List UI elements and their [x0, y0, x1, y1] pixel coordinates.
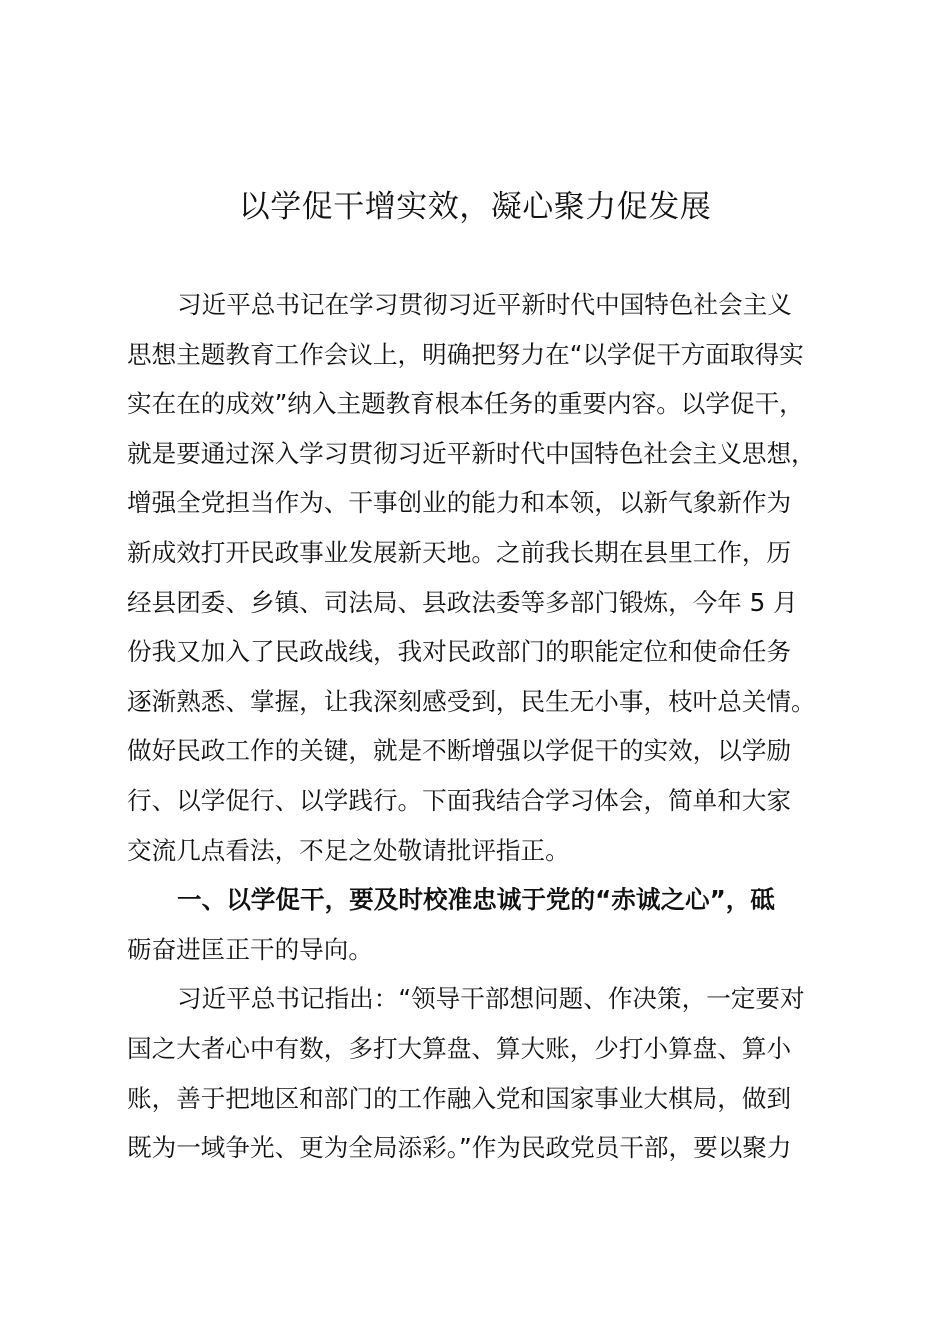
text-line: 国之大者心中有数，多打大算盘、算大账，少打小算盘、算小 — [127, 1033, 792, 1063]
text-line: 交流几点看法，不足之处敬请批评指正。 — [127, 835, 570, 865]
text-line: 实在在的成效”纳入主题教育根本任务的重要内容。以学促干， — [127, 389, 804, 419]
text-line: 习近平总书记在学习贯彻习近平新时代中国特色社会主义 — [177, 290, 792, 319]
text-line: 份我又加入了民政战线，我对民政部门的职能定位和使命任务 — [127, 637, 792, 667]
document-body — [127, 280, 847, 1173]
text-line: 逐渐熟悉、掌握，让我深刻感受到，民生无小事，枝叶总关情。 — [127, 686, 816, 716]
document-title: 以学促干增实效，凝心聚力促发展 — [238, 189, 712, 225]
text-line: 增强全党担当作为、干事创业的能力和本领，以新气象新作为 — [127, 488, 792, 518]
text-line: 既为一域争光、更为全局添彩。”作为民政党员干部，要以聚力 — [127, 1133, 792, 1163]
text-line: 行、以学促行、以学践行。下面我结合学习体会，简单和大家 — [127, 785, 792, 815]
text-line: 习近平总书记指出：“领导干部想问题、作决策，一定要对 — [177, 984, 805, 1014]
text-line: 思想主题教育工作会议上，明确把努力在“以学促干方面取得实 — [127, 339, 804, 369]
text-line: 砺奋进匡正干的导向。 — [127, 934, 373, 964]
text-line: 一、以学促干，要及时校准忠诚于党的“赤诚之心”，砥 — [177, 885, 775, 915]
text-line: 新成效打开民政事业发展新天地。之前我长期在县里工作，历 — [127, 537, 792, 567]
text-line: 账，善于把地区和部门的工作融入党和国家事业大棋局，做到 — [127, 1083, 792, 1113]
text-line: 做好民政工作的关键，就是不断增强以学促干的实效，以学励 — [127, 736, 792, 766]
text-line: 经县团委、乡镇、司法局、县政法委等多部门锻炼，今年 5 月 — [127, 587, 798, 617]
text-line: 就是要通过深入学习贯彻习近平新时代中国特色社会主义思想， — [127, 438, 816, 468]
